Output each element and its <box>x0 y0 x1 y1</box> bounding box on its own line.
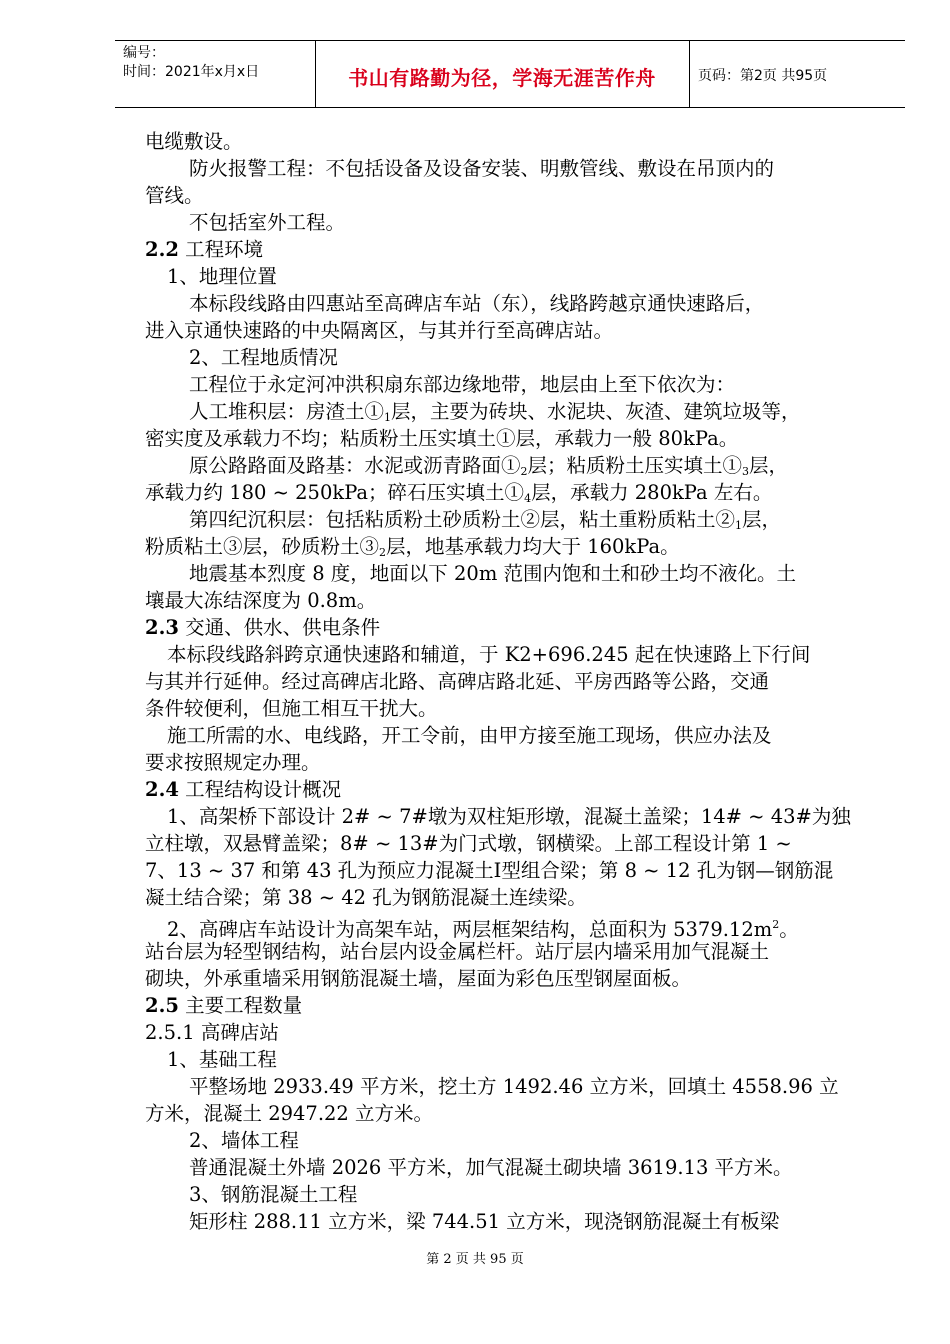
section-heading: 2.4 工程结构设计概况 <box>145 778 342 801</box>
text-line: 普通混凝土外墙 2026 平方米，加气混凝土砌块墙 3619.13 平方米。 <box>189 1156 793 1179</box>
header-meta <box>115 41 316 107</box>
text-line: 粉质粘土③层，砂质粉土$③_2$层，地基承载力均大于 160kPa。 <box>145 535 680 559</box>
document-body <box>145 128 905 1235</box>
text-line: 2、高碑店车站设计为高架车站，两层框架结构，总面积为 $5379.12m^2$。 <box>167 918 799 941</box>
text-line: 方米，混凝土 2947.22 立方米。 <box>145 1102 434 1125</box>
text-line: 地震基本烈度 8 度，地面以下 20m 范围内饱和土和砂土均不液化。土 <box>189 562 797 585</box>
text-line: 第四纪沉积层：包括粘质粉土砂质粉土②层，粘土重粉质粘土$②_1$层， <box>189 508 782 532</box>
section-number: 2.2 <box>145 238 179 261</box>
subsection-heading: 1、基础工程 <box>167 1048 277 1071</box>
subsection-heading: 2.5.1 高碑店站 <box>145 1021 279 1044</box>
text-line: 本标段线路斜跨京通快速路和辅道，于 K2+696.245 起在快速路上下行间 <box>167 643 811 666</box>
text-line: 本标段线路由四惠站至高碑店车站（东），线路跨越京通快速路后， <box>189 292 765 315</box>
text-line: 凝土结合梁；第 38 ~ 42 孔为钢筋混凝土连续梁。 <box>145 886 587 909</box>
header-motto: 书山有路勤为径，学海无涯苦作舟 <box>348 66 656 90</box>
text-line: 工程位于永定河冲洪积扇东部边缘地带，地层由上至下依次为： <box>189 373 736 396</box>
header-time-label: 时间：2021年x月x日 <box>123 64 260 80</box>
text-line: 进入京通快速路的中央隔离区，与其并行至高碑店站。 <box>145 319 614 342</box>
text-line: 人工堆积层：房渣土$①_1$层，主要为砖块、水泥块、灰渣、建筑垃圾等， <box>189 400 801 424</box>
text-line: 电缆敷设。 <box>145 130 243 153</box>
text-line: 不包括室外工程。 <box>189 211 346 234</box>
text-line: 施工所需的水、电线路，开工令前，由甲方接至施工现场，供应办法及 <box>167 724 772 747</box>
header-number-label: 编号： <box>123 45 165 61</box>
text-line: 立柱墩，双悬臂盖梁；8# ~ 13#为门式墩，钢横梁。上部工程设计第 1 ~ <box>145 832 792 855</box>
header-motto-cell <box>315 41 690 107</box>
text-line: 要求按照规定办理。 <box>145 751 321 774</box>
text-line: 1、高架桥下部设计 2# ~ 7#墩为双柱矩形墩，混凝土盖梁；14# ~ 43#为独 <box>167 805 851 828</box>
section-heading: 2.3 交通、供水、供电条件 <box>145 616 381 639</box>
header-page-cell <box>690 41 905 107</box>
text-line: 平整场地 2933.49 平方米，挖土方 1492.46 立方米，回填土 4558.96 立 <box>189 1075 839 1098</box>
section-number: 2.4 <box>145 778 179 801</box>
section-heading: 2.5 主要工程数量 <box>145 994 303 1017</box>
text-line: 站台层为轻型钢结构，站台层内设金属栏杆。站厅层内墙采用加气混凝土 <box>145 940 770 963</box>
text-line: 与其并行延伸。经过高碑店北路、高碑店路北延、平房西路等公路，交通 <box>145 670 770 693</box>
text-line: 条件较便利，但施工相互干扰大。 <box>145 697 438 720</box>
page-header <box>115 40 905 108</box>
text-line: 砌块，外承重墙采用钢筋混凝土墙，屋面为彩色压型钢屋面板。 <box>145 967 692 990</box>
text-line: 壤最大冻结深度为 0.8m。 <box>145 589 377 612</box>
text-line: 防火报警工程：不包括设备及设备安装、明敷管线、敷设在吊顶内的 <box>189 157 775 180</box>
text-line: 原公路路面及路基：水泥或沥青路面$①_2$层；粘质粉土压实填土$①_3$层， <box>189 454 789 478</box>
subsection-heading: 2、工程地质情况 <box>189 346 338 369</box>
text-line: 7、13 ~ 37 和第 43 孔为预应力混凝土I型组合梁；第 8 ~ 12 孔为钢—钢筋混 <box>145 859 834 882</box>
page-footer: 第 2 页 共 95 页 <box>426 1252 524 1267</box>
text-line: 密实度及承载力不均；粘质粉土压实填土①层，承载力一般 80kPa。 <box>145 427 739 450</box>
header-page-label: 页码：第2页 共95页 <box>698 68 828 84</box>
section-heading: 2.2 工程环境 <box>145 238 264 261</box>
section-number: 2.3 <box>145 616 179 639</box>
text-line: 承载力约 180 ~ 250kPa；碎石压实填土$①_4$层，承载力 280kPa 左右。 <box>145 481 773 505</box>
subsection-heading: 1、地理位置 <box>167 265 277 288</box>
subsection-heading: 2、墙体工程 <box>189 1129 299 1152</box>
text-line: 管线。 <box>145 184 204 207</box>
section-number: 2.5 <box>145 994 179 1017</box>
subsection-heading: 3、钢筋混凝土工程 <box>189 1183 358 1206</box>
text-line: 矩形柱 288.11 立方米，梁 744.51 立方米，现浇钢筋混凝土有板梁 <box>189 1210 780 1233</box>
